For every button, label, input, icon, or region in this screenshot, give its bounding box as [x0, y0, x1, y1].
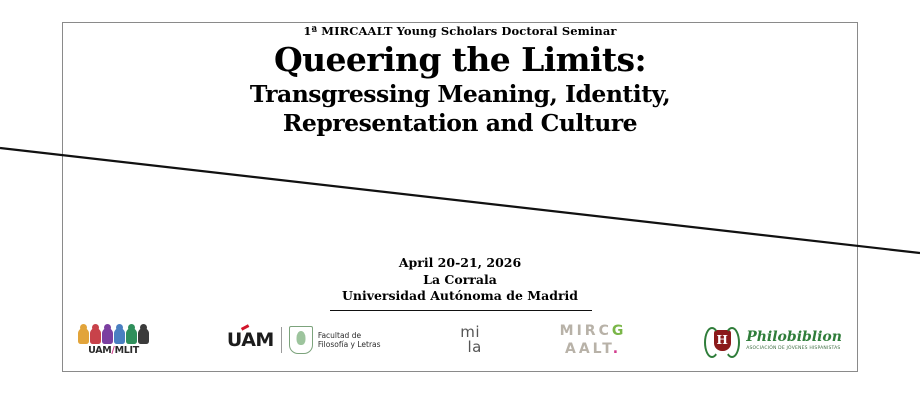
philobiblion-crest-icon: [704, 325, 740, 356]
mircaalt-row2-dot: .: [612, 341, 622, 357]
mila-line-2: la: [467, 338, 482, 356]
logo-uam: [227, 318, 381, 362]
mila-line-1: mi: [460, 323, 480, 341]
event-dates: April 20-21, 2026: [398, 255, 522, 270]
uam-faculty-lockup: [289, 326, 381, 354]
uam-wordmark-text: UAM: [226, 329, 274, 351]
logo-mila: [458, 318, 481, 362]
page-subtitle: [0, 80, 920, 137]
philobiblion-name: Philobiblion: [746, 328, 842, 345]
event-details: [0, 255, 920, 305]
poster-header: [0, 24, 920, 137]
uamlit-left: UAM: [88, 344, 112, 356]
mircaalt-row1-accent: G: [611, 323, 627, 339]
logo-mircaalt: [560, 318, 627, 362]
uam-wordmark: [227, 329, 274, 351]
uamlit-right: MLIT: [114, 344, 139, 356]
subtitle-line-1: Transgressing Meaning, Identity,: [249, 79, 671, 108]
faculty-line-1: Facultad de: [317, 330, 362, 340]
logo-philobiblion: [704, 318, 842, 362]
mircaalt-row2-text: AALT: [564, 341, 613, 357]
uamlit-wordmark: [88, 345, 139, 356]
logo-uamlit: [78, 318, 149, 362]
divider-rule: [330, 310, 592, 311]
philobiblion-text: [746, 330, 842, 351]
uam-divider: [281, 327, 282, 353]
subtitle-line-2: Representation and Culture: [282, 108, 638, 137]
event-institution: Universidad Autónoma de Madrid: [341, 288, 579, 303]
philobiblion-shield-letter: H: [714, 330, 731, 351]
event-eyebrow: 1ª MIRCAALT Young Scholars Doctoral Seminar: [303, 24, 617, 38]
faculty-line-2: Filosofía y Letras: [317, 340, 381, 349]
faculty-seal-icon: [289, 326, 313, 354]
uamlit-figures-icon: [78, 325, 149, 344]
mircaalt-row-1: [560, 323, 627, 339]
philobiblion-subtitle: ASOCIACIÓN DE JÓVENES HISPANISTAS: [746, 345, 841, 351]
uamlit-slash: /: [111, 344, 115, 356]
page-title: Queering the Limits:: [273, 40, 647, 79]
mircaalt-row1-text: MIRC: [559, 323, 612, 339]
faculty-text: [318, 331, 381, 349]
event-venue: La Corrala: [423, 271, 497, 287]
logo-strip: [78, 318, 842, 362]
mircaalt-row-2: [565, 341, 621, 357]
